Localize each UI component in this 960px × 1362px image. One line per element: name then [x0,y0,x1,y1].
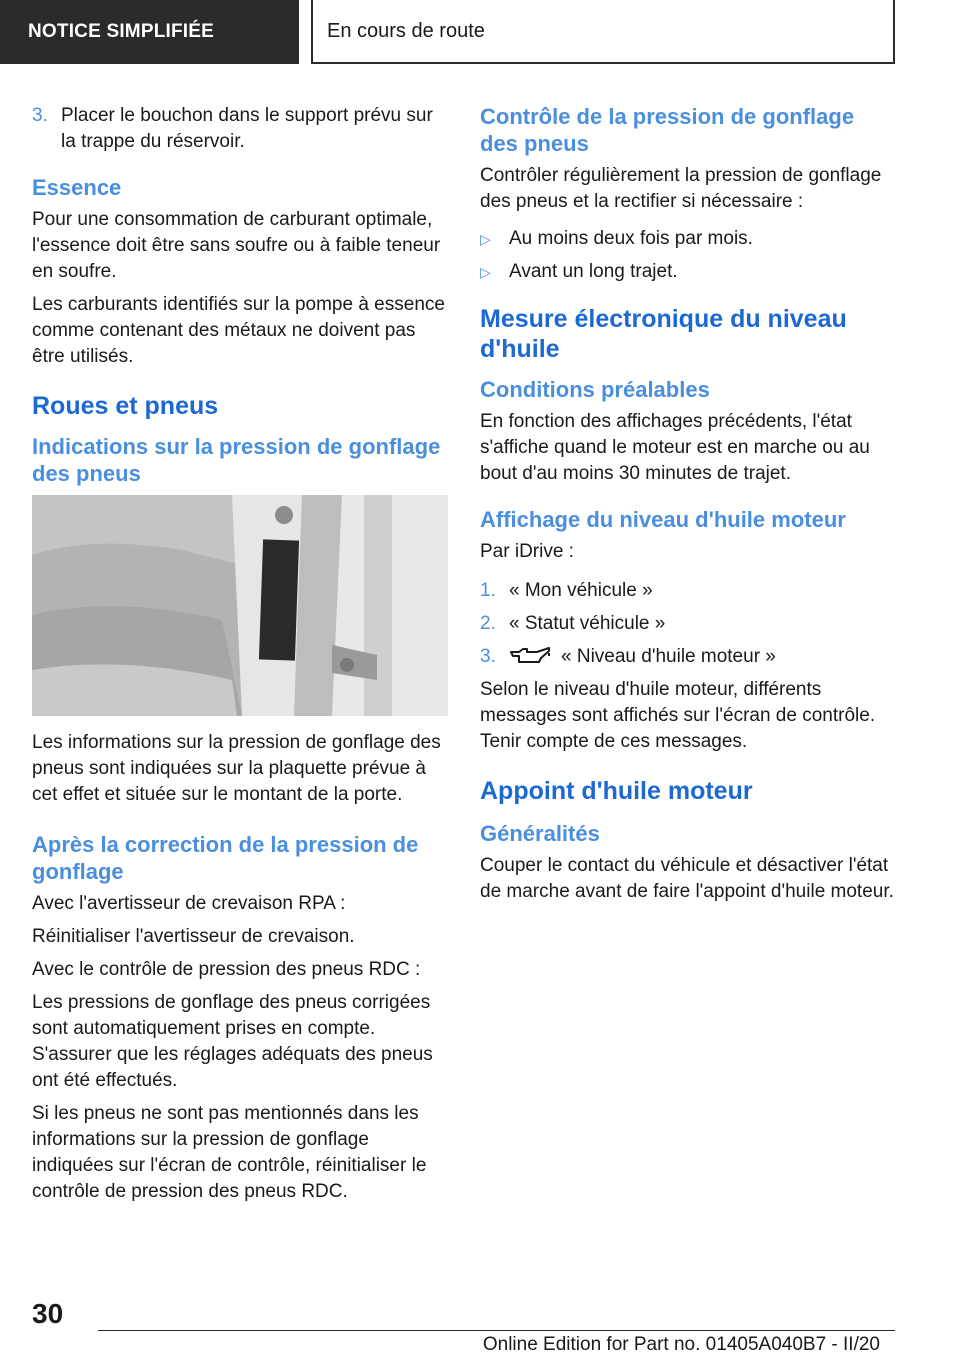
heading-indications-pression: Indications sur la pression de gonflage des pneus [32,434,441,486]
triangle-bullet-icon: ▷ [480,231,491,247]
heading-generalites: Généralités [480,821,600,846]
page-number: 30 [32,1298,64,1329]
footer-divider [98,1330,895,1331]
step-text: « Statut véhicule » [509,613,666,634]
heading-roues-pneus: Roues et pneus [32,392,219,420]
step-number: 2. [480,613,496,634]
heading-essence: Essence [32,175,122,200]
photo-caption: Les informations sur la pression de gonflage des pneus sont indiquées sur la plaquette prévue à cet effet et située sur le montant de la porte. [32,732,441,805]
heading-controle-pression: Contrôle de la pression de gonflage des pneus [480,104,855,156]
paragraph: Réinitialiser l'avertisseur de crevaison. [32,926,355,947]
paragraph: Couper le contact du véhicule et désactiver l'état de marche avant de faire l'appoint d'huile moteur. [480,855,894,902]
paragraph: Avec le contrôle de pression des pneus RDC : [32,959,421,980]
heading-apres-correction: Après la correction de la pression de gonflage [32,832,419,884]
step-text: « Mon véhicule » [509,580,653,601]
heading-mesure-niveau-huile: Mesure électronique du niveau d'huile [480,305,847,363]
step-number: 1. [480,580,496,601]
paragraph: Avec l'avertisseur de crevaison RPA : [32,893,346,914]
list-item [480,259,896,285]
step-number: 3. [32,105,48,126]
step-3 [480,644,896,670]
left-column [32,103,448,1212]
paragraph: Par iDrive : [480,541,574,562]
oil-can-icon [509,644,553,666]
right-column [480,103,896,912]
step-2 [480,611,896,637]
list-item [480,226,896,252]
step-text: « Niveau d'huile moteur » [561,646,776,667]
paragraph: Les carburants identifiés sur la pompe à essence comme contenant des métaux ne doivent pas être utilisés. [32,294,445,367]
footer-edition: Online Edition for Part no. 01405A040B7 - II/20 [482,1334,880,1355]
header-section: NOTICE SIMPLIFIÉE [0,0,299,64]
heading-affichage-niveau: Affichage du niveau d'huile moteur [480,507,846,532]
step-1 [480,578,896,604]
list-item-text: Au moins deux fois par mois. [509,228,753,249]
paragraph: Selon le niveau d'huile moteur, différents messages sont affichés sur l'écran de contrôle. Tenir compte de ces messages. [480,679,876,752]
step-text: Placer le bouchon dans le support prévu sur la trappe du réservoir. [61,105,433,152]
paragraph: Si les pneus ne sont pas mentionnés dans les informations sur la pression de gonflage indiquées sur l'écran de contrôle, réinitialiser le contrôle de pression des pneus RDC. [32,1103,427,1202]
heading-conditions: Conditions préalables [480,377,710,402]
paragraph: Les pressions de gonflage des pneus corrigées sont automatiquement prises en compte. S'assurer que les réglages adéquats des pneus ont été effectués. [32,992,433,1091]
step-3 [32,103,448,155]
list-item-text: Avant un long trajet. [509,261,678,282]
door-pillar-photo [32,495,448,716]
heading-appoint-huile: Appoint d'huile moteur [480,777,753,805]
step-number: 3. [480,646,496,667]
paragraph: Contrôler régulièrement la pression de gonflage des pneus et la rectifier si nécessaire : [480,165,882,212]
paragraph: Pour une consommation de carburant optimale, l'essence doit être sans soufre ou à faible teneur en soufre. [32,209,441,282]
triangle-bullet-icon: ▷ [480,264,491,280]
paragraph: En fonction des affichages précédents, l'état s'affiche quand le moteur est en marche ou au bout d'au moins 30 minutes de trajet. [480,411,870,484]
header-chapter: En cours de route [311,0,895,64]
